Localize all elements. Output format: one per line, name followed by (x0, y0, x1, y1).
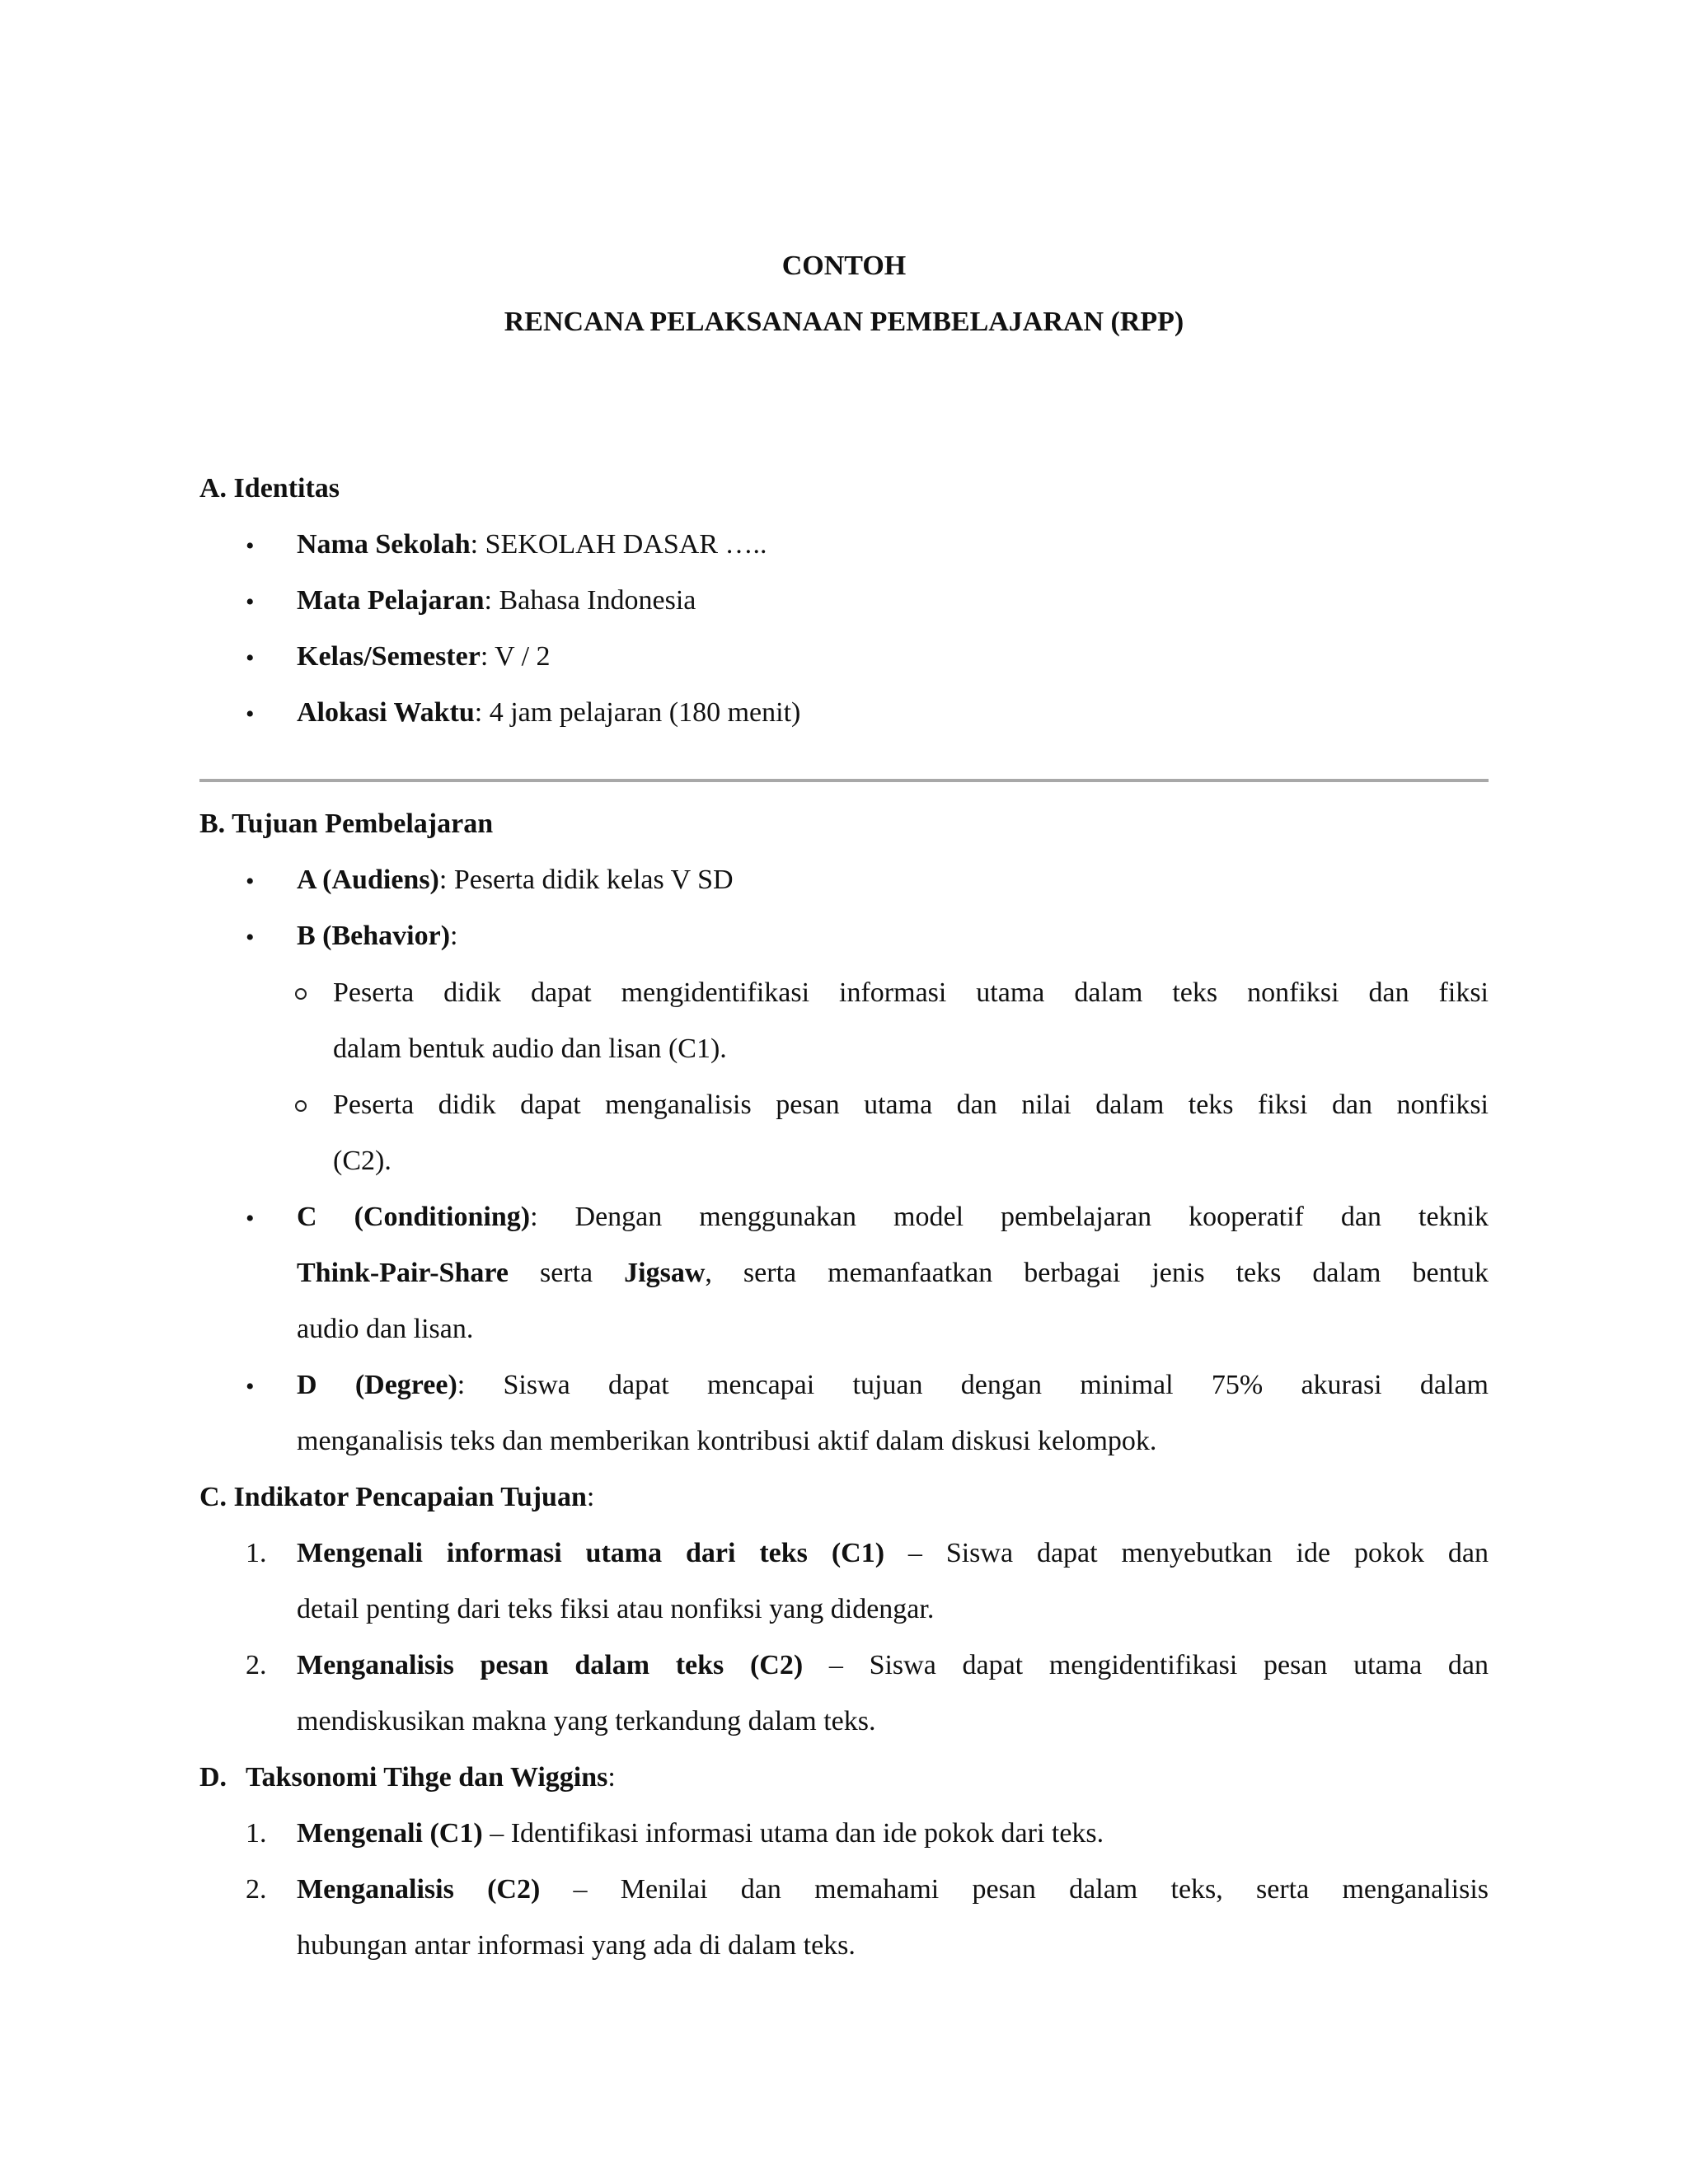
indicator-2-line2: mendiskusikan makna yang terkandung dalam teks. (297, 1706, 876, 1736)
indicator-1-line1 (297, 1538, 1489, 1569)
objective-a-value: : Peserta didik kelas V SD (438, 865, 734, 895)
indicator-1-text: – Siswa dapat menyebutkan ide pokok dan (884, 1538, 1489, 1568)
title-rpp: RENCANA PELAKSANAAN PEMBELAJARAN (RPP) (504, 307, 1184, 337)
indicator-2-line1 (297, 1650, 1489, 1681)
identity-label: Alokasi Waktu (297, 697, 475, 728)
objective-d-line1 (297, 1370, 1489, 1401)
identity-item (297, 697, 800, 729)
bullet-icon: • (246, 701, 255, 728)
objective-d-text: : Siswa dapat mencapai tujuan dengan minimal 75% akurasi dalam (457, 1370, 1489, 1400)
taxonomy-1-text: – Identifikasi informasi utama dan ide pokok dari teks. (482, 1818, 1104, 1849)
bullet-icon: • (246, 588, 255, 616)
section-c-colon: : (586, 1482, 595, 1512)
objective-a (297, 865, 734, 896)
indicator-2-title: Menganalisis pesan dalam teks (C2) (297, 1650, 804, 1680)
bullet-icon: • (246, 868, 255, 895)
behavior-1-line1: Peserta didik dapat mengidentifikasi informasi utama dalam teks nonfiksi dan fiksi (333, 977, 1489, 1008)
list-number: 1. (246, 1538, 267, 1568)
list-number: 2. (246, 1874, 267, 1905)
bullet-icon: • (246, 1373, 255, 1400)
section-b-heading: B. Tujuan Pembelajaran (199, 808, 494, 839)
objective-c-line3: audio dan lisan. (297, 1314, 474, 1344)
section-c-title: C. Indikator Pencapaian Tujuan (199, 1482, 587, 1512)
objective-b-value: : (450, 921, 458, 951)
objective-c-label: C (Conditioning) (297, 1202, 531, 1232)
list-number: 1. (246, 1818, 267, 1849)
identity-label: Nama Sekolah (297, 529, 471, 560)
list-number: 2. (246, 1650, 267, 1680)
section-d-title: Taksonomi Tihge dan Wiggins (246, 1762, 608, 1793)
identity-item (297, 585, 696, 616)
taxonomy-2-title: Menganalisis (C2) (297, 1874, 541, 1905)
objective-b-label: B (Behavior) (297, 921, 451, 951)
identity-value: : SEKOLAH DASAR ….. (470, 529, 767, 560)
identity-value: : 4 jam pelajaran (180 menit) (474, 697, 801, 728)
objective-c-text2: , serta memanfaatkan berbagai jenis teks dalam bentuk (705, 1258, 1489, 1288)
section-a-heading: A. Identitas (199, 473, 340, 504)
objective-c-line1 (297, 1202, 1489, 1233)
taxonomy-2-line2: hubungan antar informasi yang ada di dalam teks. (297, 1930, 856, 1961)
objective-d-line2: menganalisis teks dan memberikan kontribusi aktif dalam diskusi kelompok. (297, 1426, 1157, 1456)
behavior-1-line2: dalam bentuk audio dan lisan (C1). (333, 1033, 727, 1064)
bullet-icon: • (246, 644, 255, 672)
indicator-1-title: Mengenali informasi utama dari teks (C1) (297, 1538, 885, 1568)
identity-item (297, 529, 767, 560)
indicator-1-line2: detail penting dari teks fiksi atau nonfiksi yang didengar. (297, 1594, 935, 1624)
indicator-2-text: – Siswa dapat mengidentifikasi pesan utama dan (803, 1650, 1489, 1680)
identity-item (297, 641, 551, 673)
bullet-icon: • (246, 924, 255, 951)
jigsaw: Jigsaw (624, 1258, 706, 1288)
objective-c-text: : Dengan menggunakan model pembelajaran kooperatif dan teknik (530, 1202, 1489, 1232)
taxonomy-1-title: Mengenali (C1) (297, 1818, 483, 1849)
horizontal-divider (199, 779, 1489, 782)
title-contoh: CONTOH (781, 251, 907, 281)
taxonomy-2-line1 (297, 1874, 1489, 1905)
taxonomy-2-text: – Menilai dan memahami pesan dalam teks, serta menganalisis (540, 1874, 1489, 1905)
taxonomy-1 (297, 1818, 1104, 1849)
objective-c-serta: serta (508, 1258, 625, 1288)
think-pair-share: Think-Pair-Share (297, 1258, 509, 1288)
section-d-colon: : (607, 1762, 616, 1793)
section-d-letter: D. (199, 1762, 227, 1793)
section-c-heading (199, 1482, 594, 1513)
objective-d-label: D (Degree) (297, 1370, 457, 1400)
behavior-2-line2: (C2). (333, 1146, 392, 1176)
identity-value: : Bahasa Indonesia (484, 585, 696, 616)
section-d-heading (246, 1762, 616, 1793)
identity-label: Kelas/Semester (297, 641, 481, 672)
identity-value: : V / 2 (480, 641, 551, 672)
bullet-icon: • (246, 532, 255, 560)
identity-label: Mata Pelajaran (297, 585, 485, 616)
objective-a-label: A (Audiens) (297, 865, 439, 895)
behavior-2-line1: Peserta didik dapat menganalisis pesan utama dan nilai dalam teks fiksi dan nonfiksi (333, 1090, 1489, 1120)
objective-c-line2 (297, 1258, 1489, 1289)
circle-bullet-icon (295, 1100, 307, 1112)
objective-b (297, 921, 458, 952)
bullet-icon: • (246, 1205, 255, 1232)
circle-bullet-icon (295, 988, 307, 1000)
